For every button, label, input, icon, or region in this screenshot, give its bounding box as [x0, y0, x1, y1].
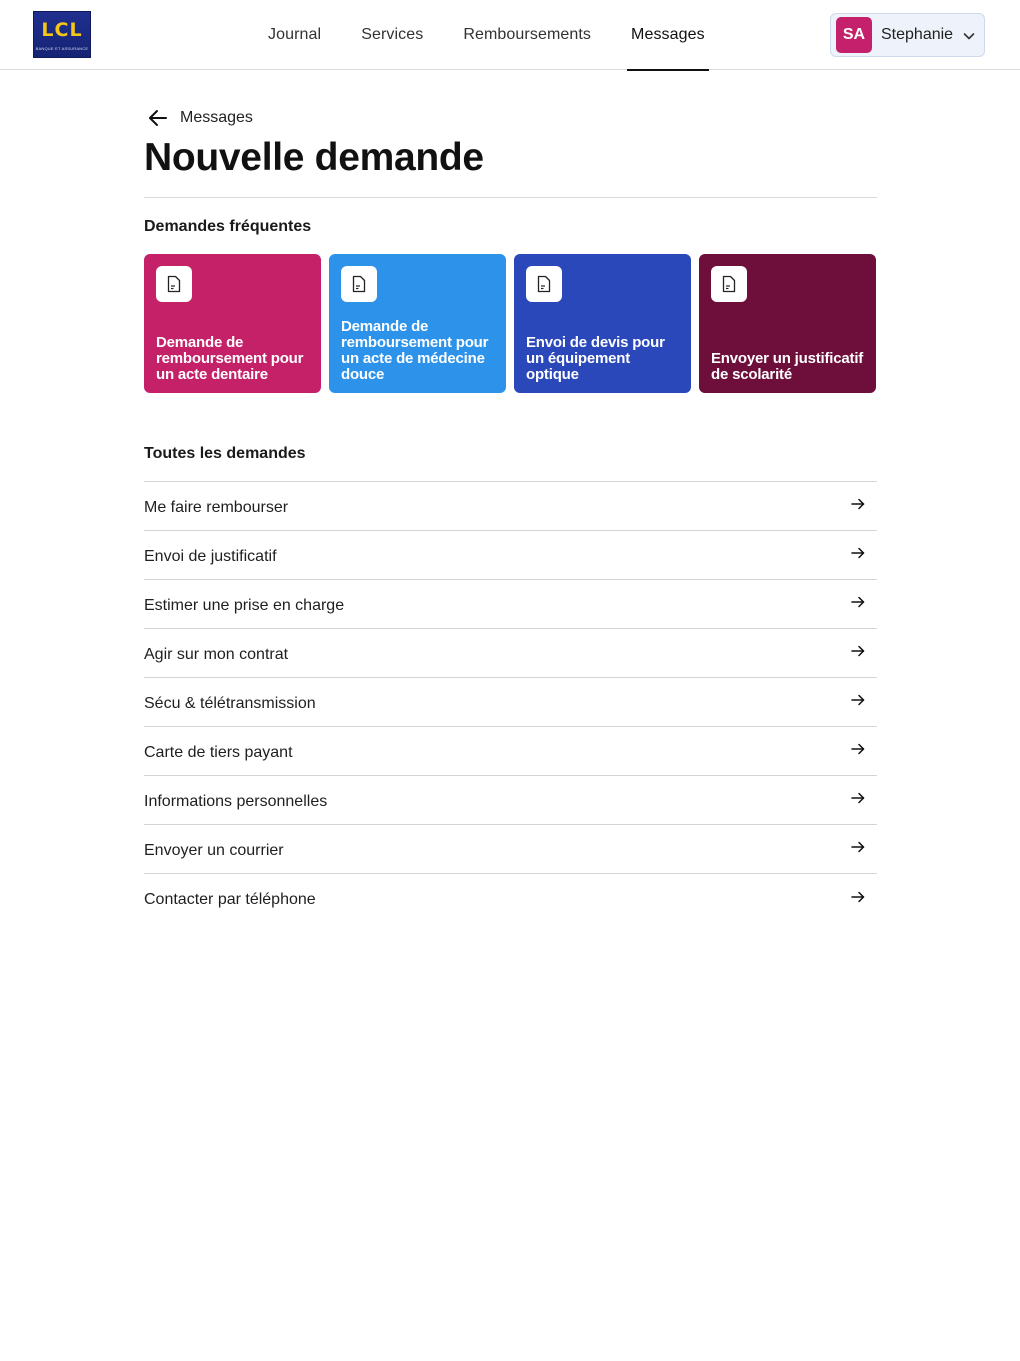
card-school-certificate[interactable]: [699, 254, 876, 393]
list-item-label: Envoyer un courrier: [144, 841, 284, 859]
user-name: Stephanie: [881, 26, 954, 43]
arrow-right-icon: [851, 792, 865, 804]
avatar: SA: [836, 17, 872, 53]
document-icon: [341, 266, 377, 302]
top-navigation-bar: [0, 0, 1020, 70]
list-item-label: Me faire rembourser: [144, 498, 289, 516]
main-nav: [268, 0, 745, 70]
arrow-right-icon: [851, 498, 865, 510]
list-item-carte-tiers-payant[interactable]: [144, 727, 877, 776]
list-item-envoyer-courrier[interactable]: [144, 825, 877, 874]
arrow-right-icon: [851, 645, 865, 657]
card-label: Envoyer un justificatif de scolarité: [711, 350, 864, 383]
arrow-left-icon: [148, 109, 168, 127]
arrow-right-icon: [851, 694, 865, 706]
lcl-logo[interactable]: [33, 11, 91, 58]
nav-services[interactable]: Services: [361, 26, 424, 43]
card-optical-quote[interactable]: [514, 254, 691, 393]
list-item-me-faire-rembourser[interactable]: [144, 482, 877, 531]
document-icon: [156, 266, 192, 302]
section-title-all: Toutes les demandes: [144, 445, 306, 462]
chevron-down-icon: [963, 31, 975, 41]
list-item-label: Envoi de justificatif: [144, 547, 277, 565]
document-icon: [711, 266, 747, 302]
back-link-label: Messages: [180, 109, 253, 126]
list-item-agir-contrat[interactable]: [144, 629, 877, 678]
divider: [144, 197, 877, 198]
document-icon: [526, 266, 562, 302]
list-item-label: Contacter par téléphone: [144, 891, 316, 908]
nav-remboursements[interactable]: Remboursements: [463, 26, 592, 43]
nav-messages[interactable]: Messages: [631, 0, 705, 70]
user-menu-button[interactable]: [830, 13, 985, 57]
arrow-right-icon: [851, 547, 865, 559]
list-item-label: Estimer une prise en charge: [144, 596, 345, 614]
list-item-label: Sécu & télétransmission: [144, 694, 316, 712]
list-item-estimer-prise-en-charge[interactable]: [144, 580, 877, 629]
logo-mark: LCL: [41, 18, 83, 41]
nav-journal[interactable]: Journal: [268, 26, 322, 43]
card-alt-medicine-refund[interactable]: [329, 254, 506, 393]
arrow-right-icon: [851, 596, 865, 608]
card-label: Demande de remboursement pour un acte dentaire: [156, 334, 304, 383]
arrow-right-icon: [851, 841, 865, 853]
list-item-secu-teletransmission[interactable]: [144, 678, 877, 727]
list-item-label: Agir sur mon contrat: [144, 645, 289, 663]
card-label: Envoi de devis pour un équipement optique: [526, 334, 665, 383]
logo-tagline: BANQUE ET ASSURANCE: [35, 45, 89, 51]
list-item-informations-personnelles[interactable]: [144, 776, 877, 825]
list-item-label: Carte de tiers payant: [144, 743, 293, 761]
arrow-right-icon: [851, 891, 865, 903]
card-dental-refund[interactable]: [144, 254, 321, 393]
section-title-frequent: Demandes fréquentes: [144, 218, 312, 235]
frequent-requests: [144, 254, 877, 393]
list-item-contacter-telephone[interactable]: [144, 874, 877, 923]
card-label: Demande de remboursement pour un acte de médecine douce: [341, 318, 489, 383]
list-item-envoi-justificatif[interactable]: [144, 531, 877, 580]
arrow-right-icon: [851, 743, 865, 755]
list-item-label: Informations personnelles: [144, 792, 328, 810]
all-requests-list: [144, 481, 877, 923]
page-title: Nouvelle demande: [144, 136, 484, 179]
back-link[interactable]: [148, 109, 253, 127]
